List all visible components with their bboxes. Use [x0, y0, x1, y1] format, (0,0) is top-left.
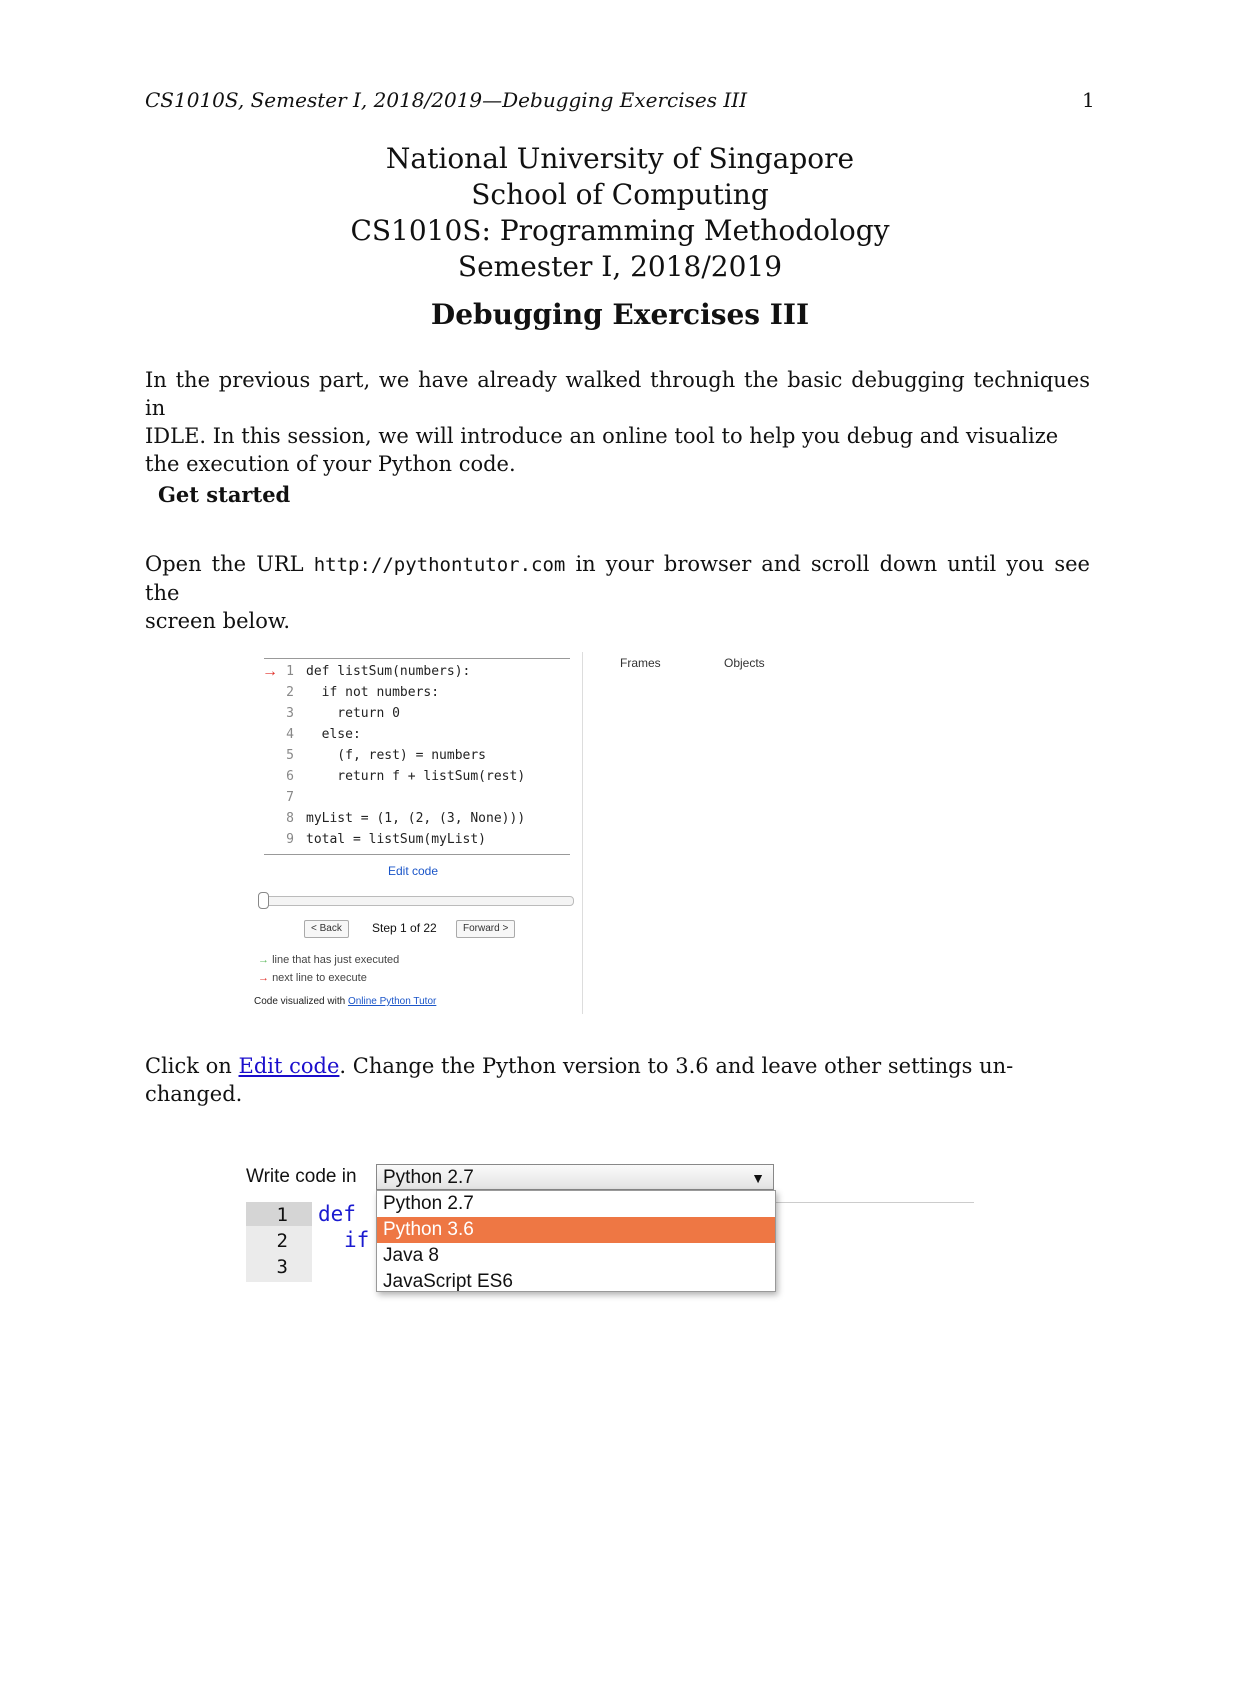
instruction-2-line-1: Click on Edit code. Change the Python version to 3.6 and leave other settings un- [145, 1054, 1014, 1078]
green-arrow-icon: → [258, 954, 269, 966]
code-text: total = listSum(myList) [306, 832, 487, 847]
language-dropdown-screenshot [246, 1160, 991, 1292]
back-button[interactable]: < Back [304, 920, 349, 938]
dropdown-option[interactable]: Python 2.7 [383, 1193, 474, 1214]
code-line [264, 664, 470, 684]
code-top-border [264, 658, 570, 659]
code-line [264, 769, 525, 789]
credit-link[interactable]: Online Python Tutor [347, 996, 437, 1007]
forward-button[interactable]: Forward > [456, 920, 515, 938]
step-counter: Step 1 of 22 [372, 921, 437, 935]
red-arrow-icon: → [258, 972, 269, 984]
keyword-def: def [318, 1202, 356, 1226]
line-number: 3 [286, 706, 294, 721]
line-number: 8 [286, 811, 294, 826]
intro-paragraph [145, 366, 1090, 478]
editor-top-rule [774, 1202, 974, 1203]
line-number: 4 [286, 727, 294, 742]
document-title: Debugging Exercises III [430, 298, 810, 331]
objects-header: Objects [724, 656, 765, 670]
intro-line-2: IDLE. In this session, we will introduce an online tool to help you debug and visualize [145, 424, 1059, 448]
dropdown-option[interactable]: Java 8 [383, 1245, 439, 1266]
code-text: return f + listSum(rest) [306, 769, 526, 784]
code-text: def listSum(numbers): [306, 664, 471, 679]
instruction-1-line-2: screen below. [145, 609, 291, 633]
line-number: 2 [286, 685, 294, 700]
gutter-line-number: 1 [276, 1204, 288, 1226]
code-text: if not numbers: [306, 685, 440, 700]
line-number: 7 [286, 790, 294, 805]
python-tutor-screenshot [250, 648, 810, 1018]
slider-handle[interactable] [258, 892, 269, 909]
write-code-label: Write code in [246, 1166, 357, 1187]
panel-divider [582, 652, 583, 1014]
instruction-paragraph-2 [145, 1052, 1090, 1108]
running-header: CS1010S, Semester I, 2018/2019—Debugging Exercises III [145, 88, 748, 112]
dropdown-option[interactable]: JavaScript ES6 [383, 1271, 513, 1292]
legend-executed: → line that has just executed [258, 954, 400, 966]
red-arrow-icon: → [262, 663, 278, 680]
intro-line-1: In the previous part, we have already walked through the basic debugging techniques in [145, 368, 1090, 420]
code-line [264, 706, 400, 726]
credit-line: Code visualized with Online Python Tutor [254, 996, 437, 1007]
edit-code-link[interactable]: Edit code [388, 864, 439, 878]
code-line [264, 685, 439, 705]
section-heading: Get started [158, 482, 291, 507]
instruction-1-line-1 [145, 550, 1090, 607]
step-slider[interactable] [260, 896, 574, 906]
page-number: 1 [1082, 88, 1095, 112]
caret-down-icon: ▼ [751, 1170, 765, 1186]
code-line [264, 811, 525, 831]
gutter-line-number: 2 [276, 1230, 288, 1252]
code-text: return 0 [306, 706, 400, 721]
language-select[interactable]: Python 2.7 ▼ [376, 1164, 774, 1190]
course-name: CS1010S: Programming Methodology [350, 214, 890, 247]
url-text: http://pythontutor.com [313, 554, 566, 576]
dropdown-options-list [376, 1190, 776, 1292]
university-name: National University of Singapore [385, 142, 855, 175]
code-text: myList = (1, (2, (3, None))) [306, 811, 526, 826]
code-text: (f, rest) = numbers [306, 748, 487, 763]
instruction-2-line-2: changed. [145, 1082, 243, 1106]
line-number: 6 [286, 769, 294, 784]
instruction-1-prefix: Open the URL [145, 552, 304, 576]
legend-next: → next line to execute [258, 972, 367, 984]
code-text: else: [306, 727, 361, 742]
edit-code-link[interactable]: Edit code [238, 1054, 340, 1078]
code-bottom-border [264, 854, 570, 855]
keyword-if: if [344, 1228, 370, 1252]
code-line [264, 727, 361, 747]
line-number: 1 [286, 664, 294, 679]
semester-name: Semester I, 2018/2019 [457, 250, 783, 283]
line-number: 9 [286, 832, 294, 847]
intro-line-3: the execution of your Python code. [145, 452, 516, 476]
line-number: 5 [286, 748, 294, 763]
code-line [264, 832, 486, 852]
instruction-paragraph-1 [145, 550, 1090, 635]
gutter-line-number: 3 [276, 1256, 288, 1278]
school-name: School of Computing [471, 178, 769, 211]
instruction-1-suffix: in your browser and scroll down until you see the [145, 552, 1090, 605]
code-line [264, 790, 306, 810]
code-line [264, 748, 486, 768]
dropdown-option[interactable]: Python 3.6 [377, 1217, 775, 1243]
frames-header: Frames [620, 656, 661, 670]
